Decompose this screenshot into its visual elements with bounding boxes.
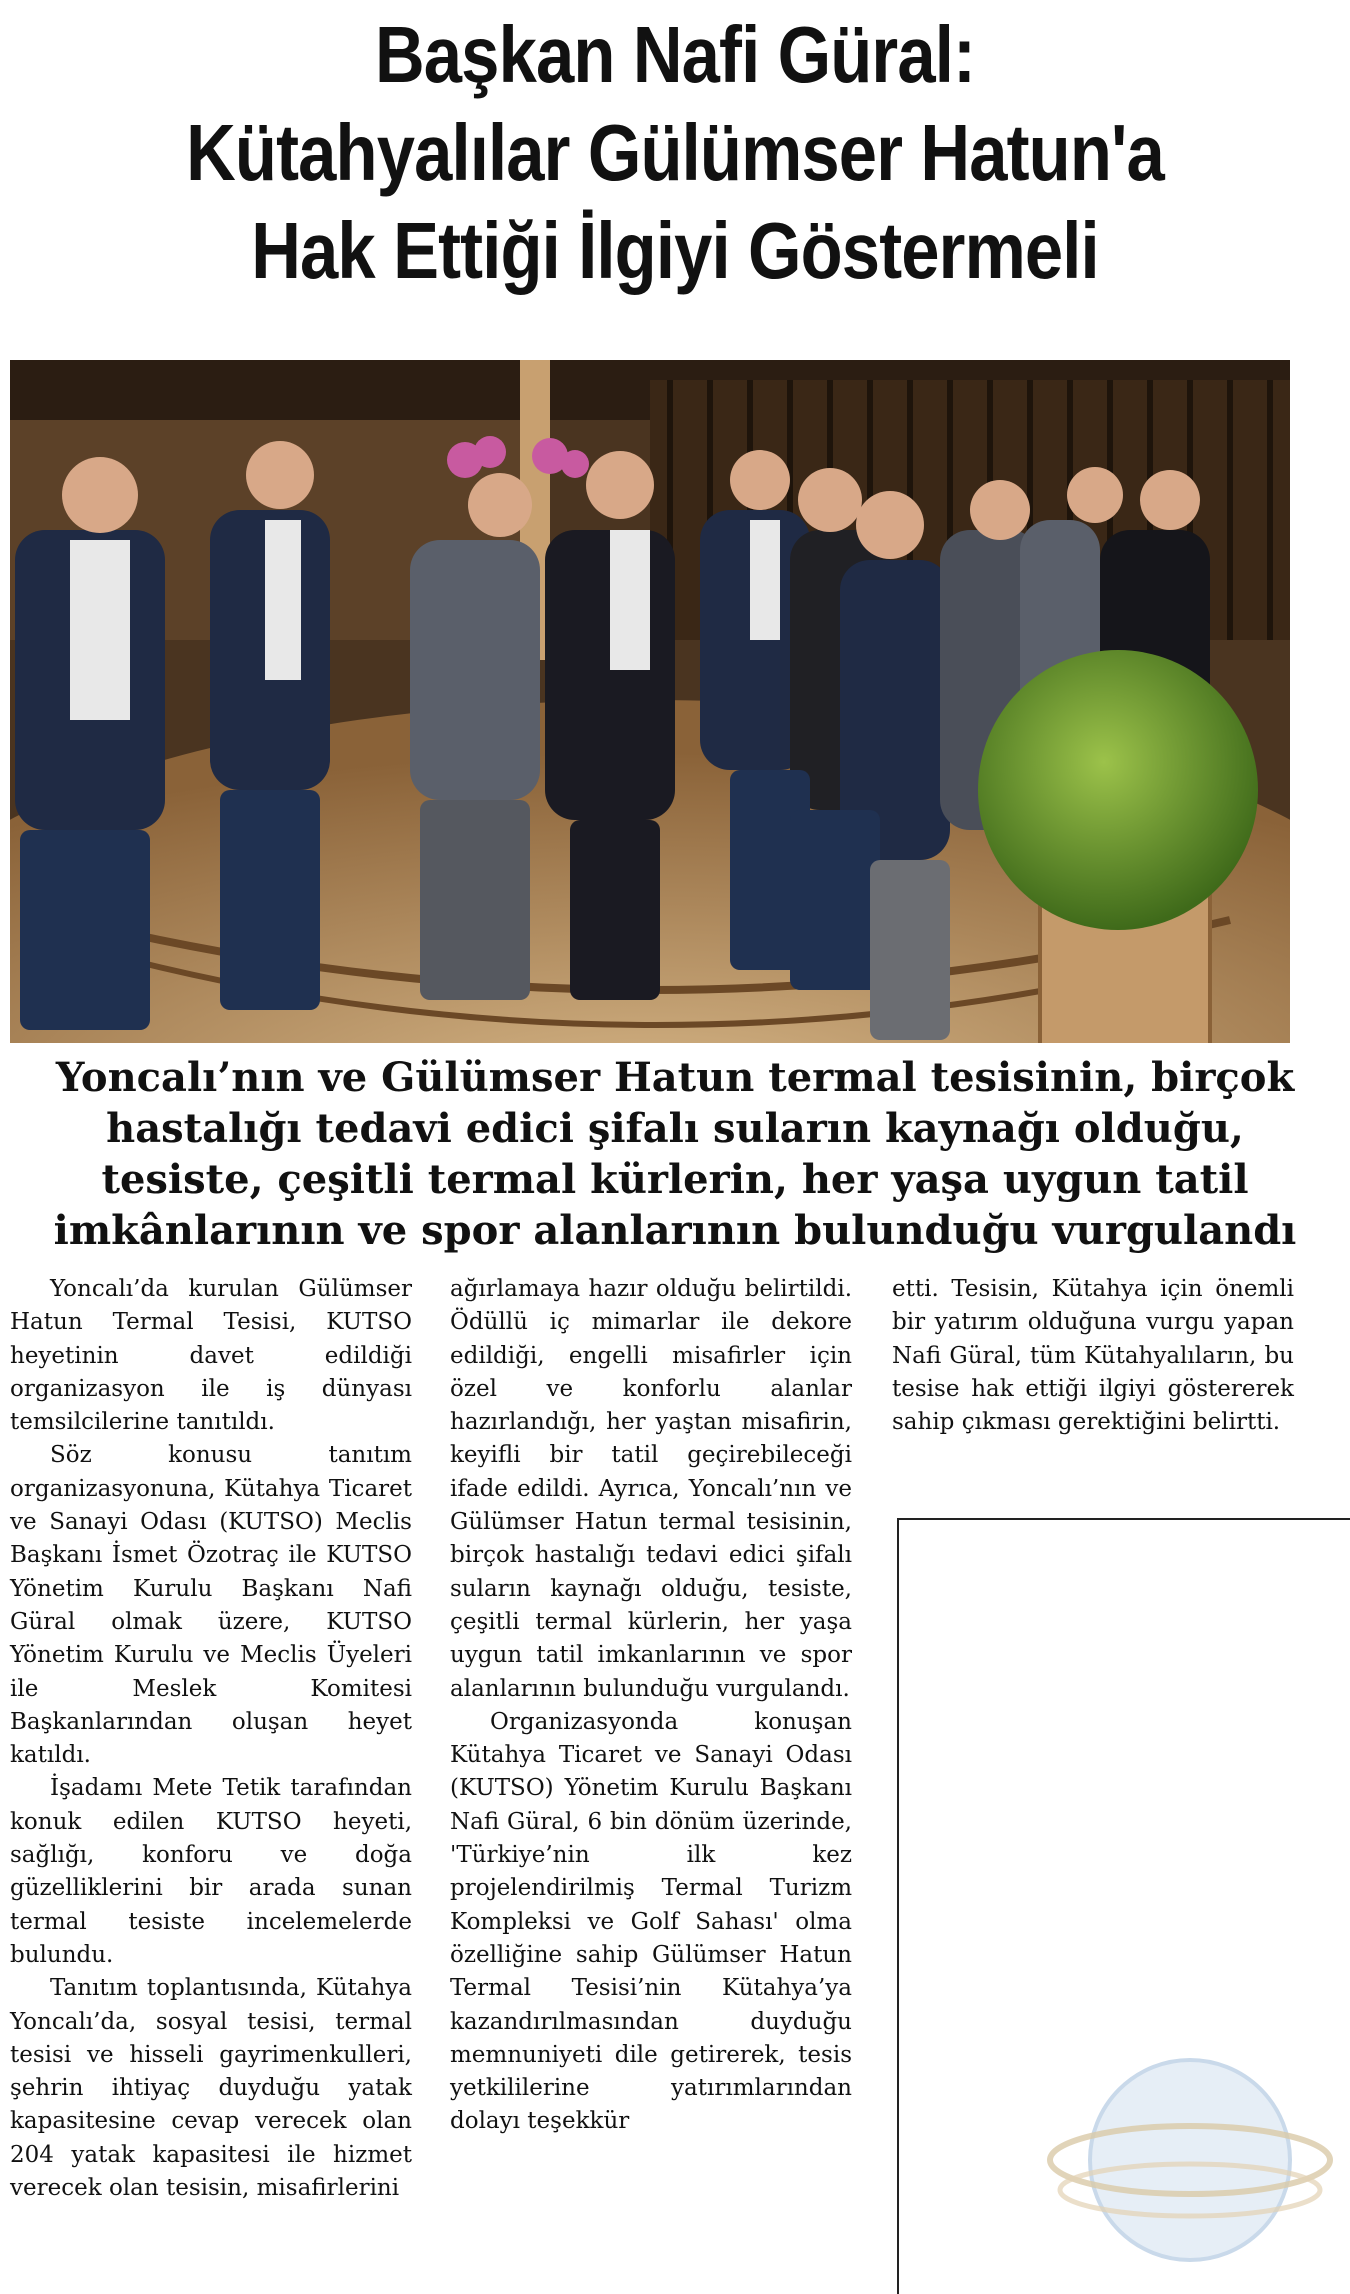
headline-line-3: Hak Ettiği İlgiyi Göstermeli xyxy=(251,206,1099,295)
article-column-1 xyxy=(10,1273,412,2205)
news-photo xyxy=(10,360,1290,1043)
paragraph: Yoncalı’da kurulan Gülümser Hatun Termal Tesisi, KUTSO heyetinin davet edildiği organizasyon ile iş dünyası temsilcilerine tanıtıldı. xyxy=(10,1276,412,1436)
globe-watermark-icon xyxy=(1040,2040,1340,2280)
paragraph: Organizasyonda konuşan Kütahya Ticaret ve Sanayi Odası (KUTSO) Yönetim Kurulu Başkanı Nafi Güral, 6 bin dönüm üzerinde, 'Türkiye’nin ilk kez projelendirilmiş Termal Turizm Kompleksi ve Golf Sahası' olma özelliğine sahip Gülümser Hatun Termal Tesisi’nin Kütahya’ya kazandırılmasından duyduğu memnuniyeti dile getirerek, tesis yetkililerine yatırımlarından dolayı teşekkür xyxy=(450,1708,852,2135)
subheadline-line-2: hastalığı tedavi edici şifalı suların kaynağı olduğu, xyxy=(106,1105,1244,1152)
subheadline-line-3: tesiste, çeşitli termal kürlerin, her yaşa uygun tatil xyxy=(101,1156,1249,1203)
paragraph-continued: ağırlamaya hazır olduğu belirtildi. Ödüllü iç mimarlar ile dekore edildiği, engelli misafirler için özel ve konforlu alanlar hazırlandığı, her yaştan misafirin, keyifli bir tatil geçirebileceği ifade edildi. Ayrıca, Yoncalı’nın ve Gülümser Hatun termal tesisinin, birçok hastalığı tedavi edici şifalı suların kaynağı olduğu, tesiste, çeşitli termal kürlerin, her yaşa uygun tatil imkanlarının ve spor alanlarının bulunduğu vurgulandı. xyxy=(450,1276,852,1702)
headline xyxy=(95,6,1256,300)
paragraph: Tanıtım toplantısında, Kütahya Yoncalı’da, sosyal tesisi, termal tesisi ve hisseli gayrimenkulleri, şehrin ihtiyaç duyduğu yatak kapasitesine cevap verecek olan 204 yatak kapasitesi ile hizmet verecek olan tesisin, misafirlerini xyxy=(10,1975,412,2202)
paragraph: Söz konusu tanıtım organizasyonuna, Kütahya Ticaret ve Sanayi Odası (KUTSO) Meclis Başkanı İsmet Özotraç ile KUTSO Yönetim Kurulu Başkanı Nafi Güral olmak üzere, KUTSO Yönetim Kurulu ve Meclis Üyeleri ile Meslek Komitesi Başkanlarından oluşan heyet katıldı. xyxy=(10,1442,412,1769)
article-column-3 xyxy=(892,1273,1294,1439)
headline-line-1: Başkan Nafi Güral: xyxy=(374,10,976,99)
paragraph: İşadamı Mete Tetik tarafından konuk edilen KUTSO heyeti, sağlığı, konforu ve doğa güzelliklerini bir arada sunan termal tesiste incelemelerde bulundu. xyxy=(10,1775,412,1968)
subheadline-line-1: Yoncalı’nın ve Gülümser Hatun termal tesisinin, birçok xyxy=(55,1054,1295,1101)
group-photo-icon xyxy=(10,360,1290,1043)
headline-line-2: Kütahyalılar Gülümser Hatun'a xyxy=(186,108,1164,197)
paragraph-continued: etti. Tesisin, Kütahya için önemli bir yatırım olduğuna vurgu yapan Nafi Güral, tüm Kütahyalıların, bu tesise hak ettiği ilgiyi göstererek sahip çıkması gerektiğini belirtti. xyxy=(892,1276,1294,1436)
subheadline-line-4: imkânlarının ve spor alanlarının bulunduğu vurgulandı xyxy=(53,1207,1297,1254)
subheadline xyxy=(0,1052,1350,1256)
article-column-2 xyxy=(450,1273,852,2139)
